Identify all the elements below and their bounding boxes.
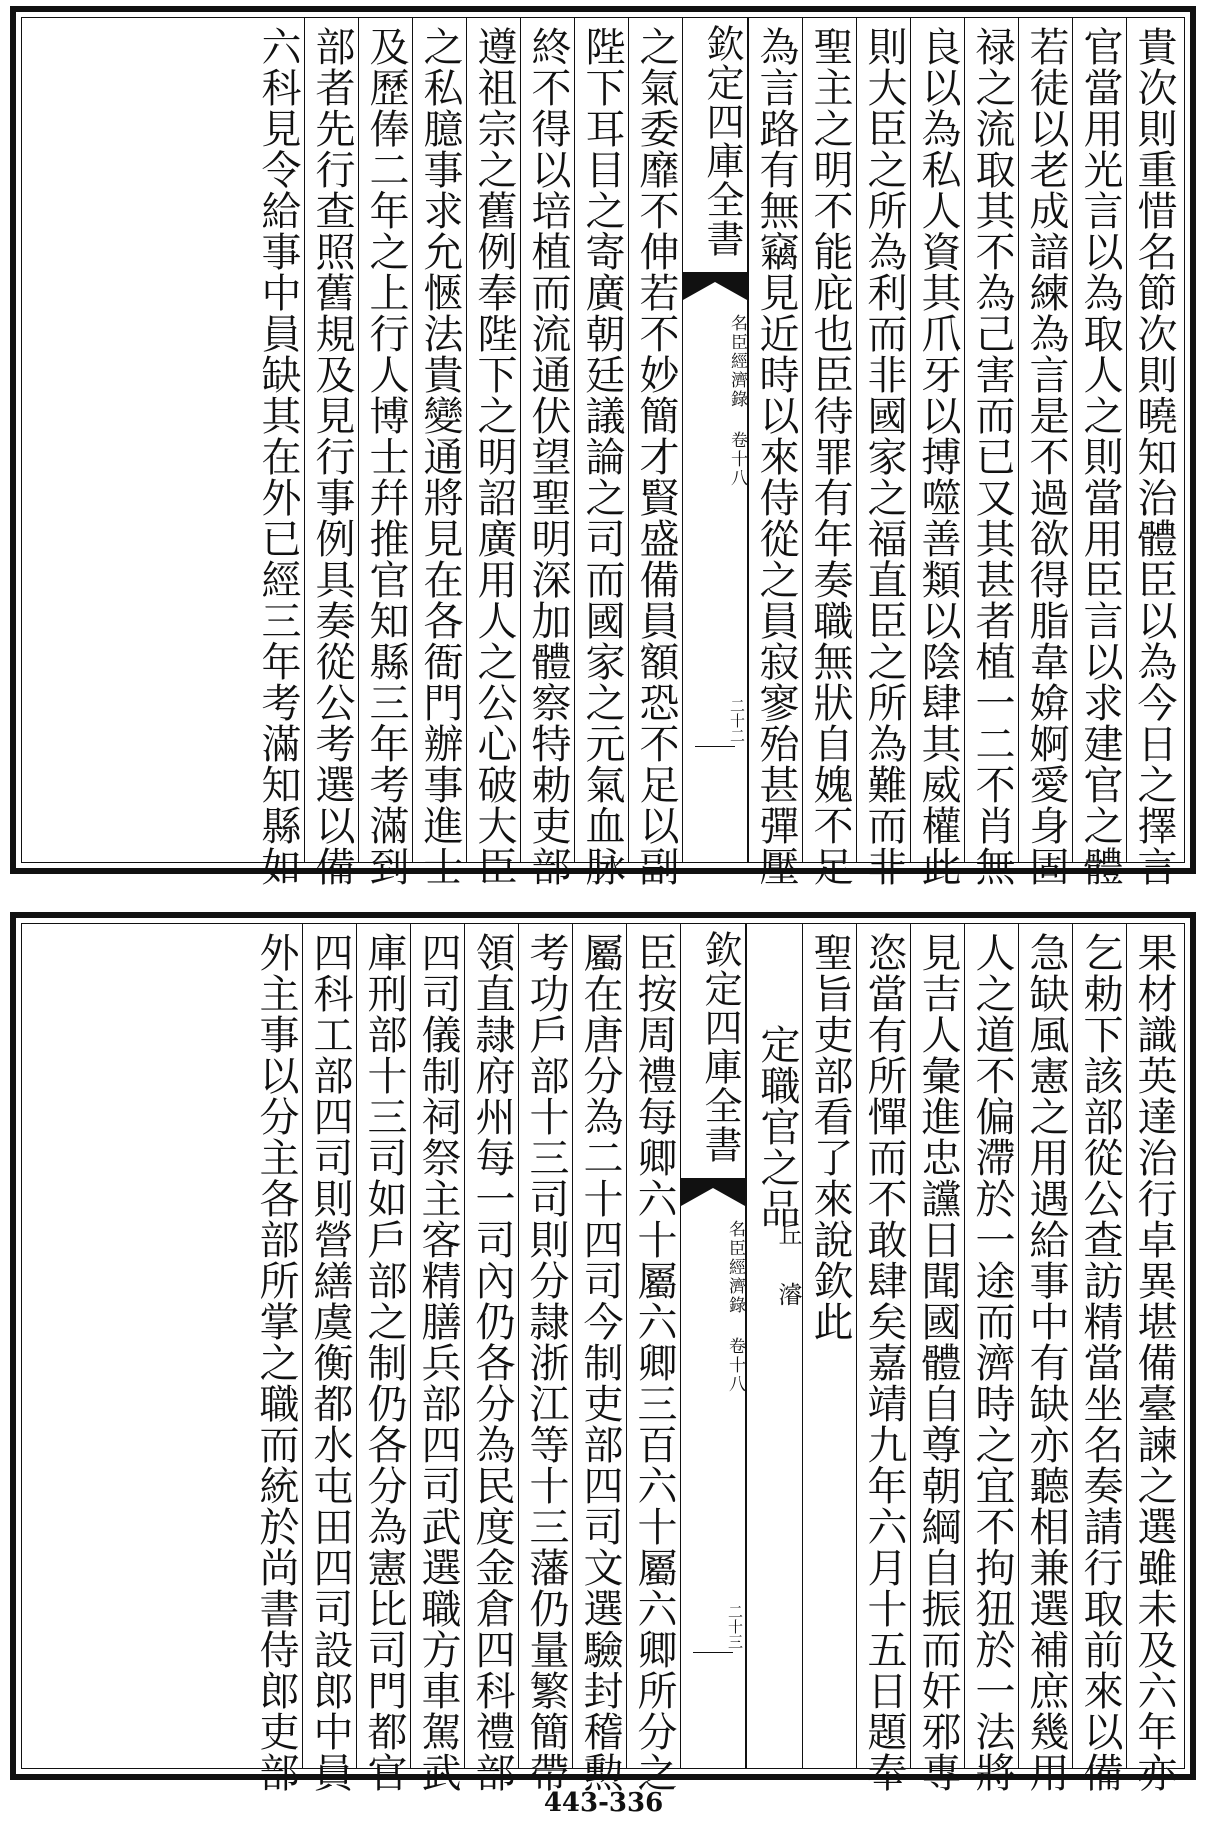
center-spine xyxy=(682,18,748,862)
column-text: 考功戶部十三司則分隷浙江等十三藩仍量繁簡帶 xyxy=(523,932,569,1793)
column-text: 果材識英達治行卓異堪備臺諫之選雖未及六年亦 xyxy=(1131,932,1177,1793)
text-column xyxy=(250,18,304,887)
column-text: 外主事以分主各部所掌之職而統於尚書侍郎吏部 xyxy=(253,932,299,1793)
bottom-page-inner-frame xyxy=(21,923,1185,1793)
text-column xyxy=(466,18,520,887)
text-column xyxy=(964,18,1018,887)
column-text: 若徒以老成諳練為言是不過欲得脂韋媕婀愛身固 xyxy=(1023,26,1069,887)
column-text: 之氣委靡不伸若不妙簡才賢盛備員額恐不足以副 xyxy=(633,26,679,887)
folio-rule xyxy=(693,1652,733,1653)
text-column xyxy=(464,924,518,1793)
author-name: 丘 濬 xyxy=(774,1222,802,1310)
text-column xyxy=(626,924,680,1793)
folio-number: 二十三 xyxy=(726,1604,744,1649)
fish-tail-mark-icon xyxy=(683,272,747,300)
fish-tail-mark xyxy=(681,1178,745,1206)
text-column xyxy=(1126,924,1180,1793)
column-text: 官當用光言以為取人之則當用臣言以求建官之體 xyxy=(1077,26,1123,887)
section-heading-column xyxy=(746,924,802,1768)
column-text: 庫刑部十三司如戶部之制仍各分為憲比司門都官 xyxy=(361,932,407,1793)
column-text: 恣當有所憚而不敢肆矣嘉靖九年六月十五日題奉 xyxy=(861,932,907,1793)
top-page-inner-frame xyxy=(21,17,1185,887)
column-text: 急缺風憲之用遇給事中有缺亦聽相兼選補庶幾用 xyxy=(1023,932,1069,1793)
volume-subtitle: 名臣經濟錄 卷十八 xyxy=(727,314,747,488)
column-text: 貴次則重惜名節次則曉知治體臣以為今日之擇言 xyxy=(1131,26,1177,887)
text-column xyxy=(802,18,856,887)
center-spine xyxy=(680,924,746,1768)
top-page-frame xyxy=(10,6,1196,887)
text-column xyxy=(304,18,358,887)
text-column xyxy=(572,924,626,1793)
text-column xyxy=(574,18,628,887)
column-text: 及歷俸二年之上行人博士幷推官知縣三年考滿到 xyxy=(363,26,409,887)
column-text: 終不得以培植而流通伏望聖明深加體察特勅吏部 xyxy=(525,26,571,887)
column-text: 聖主之明不能庇也臣待罪有年奏職無狀自媿不足 xyxy=(807,26,853,887)
text-column xyxy=(910,18,964,887)
text-column xyxy=(964,924,1018,1793)
column-text: 陛下耳目之寄廣朝廷議論之司而國家之元氣血脉 xyxy=(579,26,625,887)
text-column xyxy=(748,18,802,887)
text-column xyxy=(1018,924,1072,1793)
text-column xyxy=(628,18,682,887)
column-text: 臣按周禮每卿六十屬六卿三百六十屬六卿所分之 xyxy=(631,932,677,1793)
text-column xyxy=(248,924,302,1793)
column-text: 見吉人彙進忠讜日聞國體自尊朝綱自振而奸邪專 xyxy=(915,932,961,1793)
text-column xyxy=(356,924,410,1793)
text-column xyxy=(1072,924,1126,1793)
bottom-page-frame xyxy=(10,912,1196,1793)
column-text: 四司儀制祠祭主客精膳兵部四司武選職方車駕武 xyxy=(415,932,461,1793)
section-heading: 定職官之品 xyxy=(754,1024,800,1229)
text-column xyxy=(410,924,464,1793)
text-column xyxy=(520,18,574,887)
column-text: 領直隷府州每一司內仍各分為民度金倉四科禮部 xyxy=(469,932,515,1793)
text-column xyxy=(358,18,412,887)
column-text: 聖旨吏部看了來說欽此 xyxy=(807,932,853,1342)
text-column xyxy=(412,18,466,887)
text-column xyxy=(910,924,964,1793)
text-column xyxy=(302,924,356,1793)
column-text: 人之道不偏滯於一途而濟時之宜不拘狃於一法將 xyxy=(969,932,1015,1793)
text-column xyxy=(518,924,572,1793)
text-column xyxy=(1126,18,1180,887)
text-column xyxy=(856,18,910,887)
column-text: 屬在唐分為二十四司今制吏部四司文選驗封稽勲 xyxy=(577,932,623,1793)
volume-subtitle: 名臣經濟錄 卷十八 xyxy=(725,1220,745,1394)
text-column xyxy=(1072,18,1126,887)
column-text: 禄之流取其不為己害而已又其甚者植一二不肖無 xyxy=(969,26,1015,887)
column-text: 遵祖宗之舊例奉陛下之明詔廣用人之公心破大臣 xyxy=(471,26,517,887)
text-column xyxy=(1018,18,1072,887)
text-column xyxy=(856,924,910,1793)
folio-rule xyxy=(695,746,735,747)
column-text: 良以為私人資其爪牙以搏噬善類以陰肆其威權此 xyxy=(915,26,961,887)
fish-tail-mark-icon xyxy=(681,1178,745,1206)
column-text: 部者先行查照舊規及見行事例具奏從公考選以備 xyxy=(309,26,355,887)
fish-tail-mark xyxy=(683,272,747,300)
page-number: 443-336 xyxy=(543,1788,664,1818)
text-column xyxy=(802,924,856,1768)
column-text: 乞勅下該部從公查訪精當坐名奏請行取前來以備 xyxy=(1077,932,1123,1793)
folio-number: 二十二 xyxy=(728,698,746,743)
book-title: 欽定四庫全書 xyxy=(698,930,742,1164)
book-title: 欽定四庫全書 xyxy=(700,24,744,258)
column-text: 則大臣之所為利而非國家之福直臣之所為難而非 xyxy=(861,26,907,887)
column-text: 之私臆事求允愜法貴變通將見在各衙門辦事進士 xyxy=(417,26,463,887)
column-text: 六科見令給事中員缺其在外已經三年考滿知縣如 xyxy=(255,26,301,887)
column-text: 四科工部四司則營繕虞衡都水屯田四司設郎中員 xyxy=(307,932,353,1793)
column-text: 為言路有無竊見近時以來侍從之員寂寥殆甚彈壓 xyxy=(753,26,799,887)
